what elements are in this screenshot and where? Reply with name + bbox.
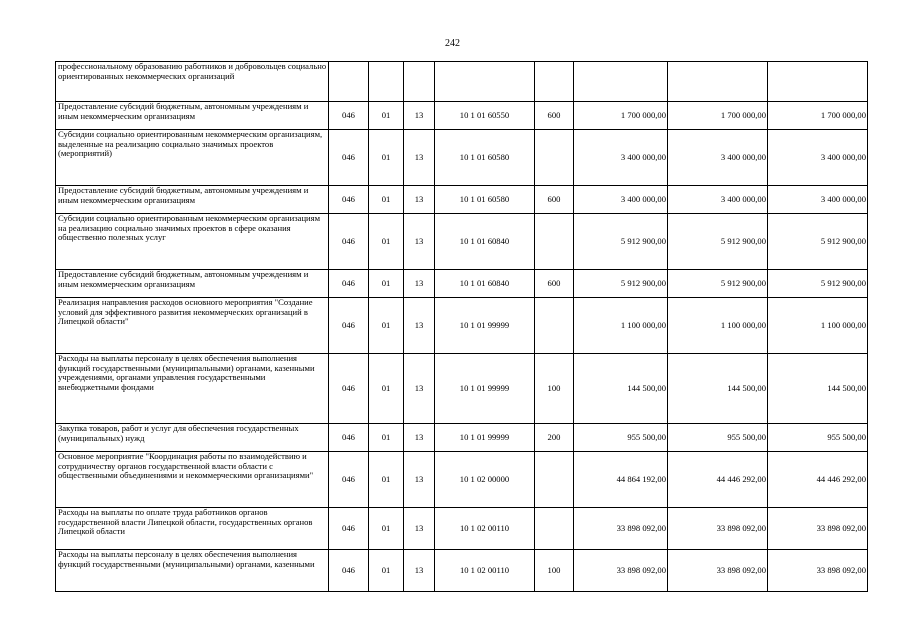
amount-year-1: 3 400 000,00 xyxy=(574,130,668,186)
expense-type-code xyxy=(535,508,574,550)
subsection-code: 13 xyxy=(404,550,435,592)
amount-year-3: 955 500,00 xyxy=(768,424,868,452)
expense-type-code xyxy=(535,130,574,186)
subsection-code: 13 xyxy=(404,214,435,270)
expense-name: профессиональному образованию работников и добровольцев социально ориентированных некоммерческих организаций xyxy=(56,62,329,102)
amount-year-1: 33 898 092,00 xyxy=(574,550,668,592)
amount-year-3: 33 898 092,00 xyxy=(768,550,868,592)
expense-type-code: 100 xyxy=(535,550,574,592)
section-code: 01 xyxy=(369,424,404,452)
amount-year-2: 33 898 092,00 xyxy=(668,550,768,592)
expense-name: Реализация направления расходов основного мероприятия "Создание условий для эффективного развития некоммерческих организаций в Липецкой области" xyxy=(56,298,329,354)
target-article-code: 10 1 02 00000 xyxy=(435,452,535,508)
table-row xyxy=(56,452,868,508)
target-article-code: 10 1 01 99999 xyxy=(435,354,535,424)
section-code: 01 xyxy=(369,130,404,186)
target-article-code: 10 1 01 99999 xyxy=(435,424,535,452)
amount-year-2: 5 912 900,00 xyxy=(668,270,768,298)
expense-name: Предоставление субсидий бюджетным, автономным учреждениям и иным некоммерческим организациям xyxy=(56,186,329,214)
amount-year-3: 44 446 292,00 xyxy=(768,452,868,508)
ministry-code: 046 xyxy=(329,452,369,508)
amount-year-2: 33 898 092,00 xyxy=(668,508,768,550)
ministry-code xyxy=(329,62,369,102)
expense-type-code xyxy=(535,298,574,354)
amount-year-1 xyxy=(574,62,668,102)
ministry-code: 046 xyxy=(329,550,369,592)
target-article-code: 10 1 01 99999 xyxy=(435,298,535,354)
amount-year-2: 955 500,00 xyxy=(668,424,768,452)
table-row xyxy=(56,214,868,270)
ministry-code: 046 xyxy=(329,354,369,424)
expense-name: Расходы на выплаты по оплате труда работников органов государственной власти Липецкой области, государственных органов Липецкой области xyxy=(56,508,329,550)
section-code: 01 xyxy=(369,452,404,508)
subsection-code: 13 xyxy=(404,508,435,550)
section-code: 01 xyxy=(369,298,404,354)
table-row xyxy=(56,130,868,186)
section-code: 01 xyxy=(369,354,404,424)
ministry-code: 046 xyxy=(329,102,369,130)
amount-year-3: 144 500,00 xyxy=(768,354,868,424)
section-code: 01 xyxy=(369,186,404,214)
ministry-code: 046 xyxy=(329,508,369,550)
subsection-code: 13 xyxy=(404,130,435,186)
amount-year-3: 3 400 000,00 xyxy=(768,186,868,214)
amount-year-2: 3 400 000,00 xyxy=(668,130,768,186)
amount-year-2: 1 100 000,00 xyxy=(668,298,768,354)
target-article-code: 10 1 01 60550 xyxy=(435,102,535,130)
page-number: 242 xyxy=(445,38,460,49)
expense-type-code: 200 xyxy=(535,424,574,452)
budget-table xyxy=(55,61,868,592)
target-article-code: 10 1 02 00110 xyxy=(435,508,535,550)
target-article-code: 10 1 01 60840 xyxy=(435,270,535,298)
table-row xyxy=(56,508,868,550)
expense-type-code: 600 xyxy=(535,270,574,298)
amount-year-2 xyxy=(668,62,768,102)
expense-name: Предоставление субсидий бюджетным, автономным учреждениям и иным некоммерческим организациям xyxy=(56,270,329,298)
amount-year-1: 44 864 192,00 xyxy=(574,452,668,508)
table-row xyxy=(56,550,868,592)
table-body xyxy=(56,62,868,592)
amount-year-3: 1 700 000,00 xyxy=(768,102,868,130)
table-row xyxy=(56,62,868,102)
subsection-code: 13 xyxy=(404,452,435,508)
target-article-code: 10 1 01 60840 xyxy=(435,214,535,270)
ministry-code: 046 xyxy=(329,424,369,452)
section-code: 01 xyxy=(369,550,404,592)
amount-year-1: 1 700 000,00 xyxy=(574,102,668,130)
amount-year-3: 5 912 900,00 xyxy=(768,214,868,270)
target-article-code xyxy=(435,62,535,102)
ministry-code: 046 xyxy=(329,270,369,298)
expense-type-code: 100 xyxy=(535,354,574,424)
expense-name: Закупка товаров, работ и услуг для обеспечения государственных (муниципальных) нужд xyxy=(56,424,329,452)
subsection-code: 13 xyxy=(404,102,435,130)
ministry-code: 046 xyxy=(329,298,369,354)
amount-year-2: 5 912 900,00 xyxy=(668,214,768,270)
amount-year-1: 33 898 092,00 xyxy=(574,508,668,550)
amount-year-1: 144 500,00 xyxy=(574,354,668,424)
table-row xyxy=(56,102,868,130)
table-row xyxy=(56,270,868,298)
amount-year-2: 144 500,00 xyxy=(668,354,768,424)
amount-year-2: 1 700 000,00 xyxy=(668,102,768,130)
target-article-code: 10 1 01 60580 xyxy=(435,186,535,214)
amount-year-3: 33 898 092,00 xyxy=(768,508,868,550)
amount-year-1: 1 100 000,00 xyxy=(574,298,668,354)
section-code: 01 xyxy=(369,270,404,298)
expense-name: Предоставление субсидий бюджетным, автономным учреждениям и иным некоммерческим организациям xyxy=(56,102,329,130)
expense-type-code: 600 xyxy=(535,186,574,214)
section-code: 01 xyxy=(369,102,404,130)
section-code: 01 xyxy=(369,508,404,550)
expense-name: Расходы на выплаты персоналу в целях обеспечения выполнения функций государственными (муниципальными) органами, казенными xyxy=(56,550,329,592)
amount-year-2: 44 446 292,00 xyxy=(668,452,768,508)
section-code: 01 xyxy=(369,214,404,270)
amount-year-3: 1 100 000,00 xyxy=(768,298,868,354)
expense-type-code: 600 xyxy=(535,102,574,130)
target-article-code: 10 1 02 00110 xyxy=(435,550,535,592)
amount-year-3: 3 400 000,00 xyxy=(768,130,868,186)
subsection-code: 13 xyxy=(404,298,435,354)
amount-year-1: 5 912 900,00 xyxy=(574,270,668,298)
table-row xyxy=(56,354,868,424)
amount-year-1: 955 500,00 xyxy=(574,424,668,452)
target-article-code: 10 1 01 60580 xyxy=(435,130,535,186)
amount-year-1: 5 912 900,00 xyxy=(574,214,668,270)
expense-type-code xyxy=(535,62,574,102)
section-code xyxy=(369,62,404,102)
subsection-code: 13 xyxy=(404,424,435,452)
subsection-code: 13 xyxy=(404,270,435,298)
amount-year-2: 3 400 000,00 xyxy=(668,186,768,214)
subsection-code: 13 xyxy=(404,354,435,424)
table-row xyxy=(56,424,868,452)
expense-name: Расходы на выплаты персоналу в целях обеспечения выполнения функций государственными (муниципальными) органами, казенными учреждениями, органами управления государственными внебюджетными фондами xyxy=(56,354,329,424)
expense-name: Субсидии социально ориентированным некоммерческим организациям на реализацию социально значимых проектов в сфере оказания общественно полезных услуг xyxy=(56,214,329,270)
table-row xyxy=(56,298,868,354)
amount-year-3 xyxy=(768,62,868,102)
ministry-code: 046 xyxy=(329,130,369,186)
subsection-code: 13 xyxy=(404,186,435,214)
expense-type-code xyxy=(535,214,574,270)
expense-name: Субсидии социально ориентированным некоммерческим организациям, выделенные на реализацию социально значимых проектов (мероприятий) xyxy=(56,130,329,186)
amount-year-1: 3 400 000,00 xyxy=(574,186,668,214)
ministry-code: 046 xyxy=(329,186,369,214)
amount-year-3: 5 912 900,00 xyxy=(768,270,868,298)
table-row xyxy=(56,186,868,214)
subsection-code xyxy=(404,62,435,102)
expense-name: Основное мероприятие "Координация работы по взаимодействию и сотрудничеству органов государственной власти области с общественными объединениями и некоммерческими организациями" xyxy=(56,452,329,508)
expense-type-code xyxy=(535,452,574,508)
ministry-code: 046 xyxy=(329,214,369,270)
